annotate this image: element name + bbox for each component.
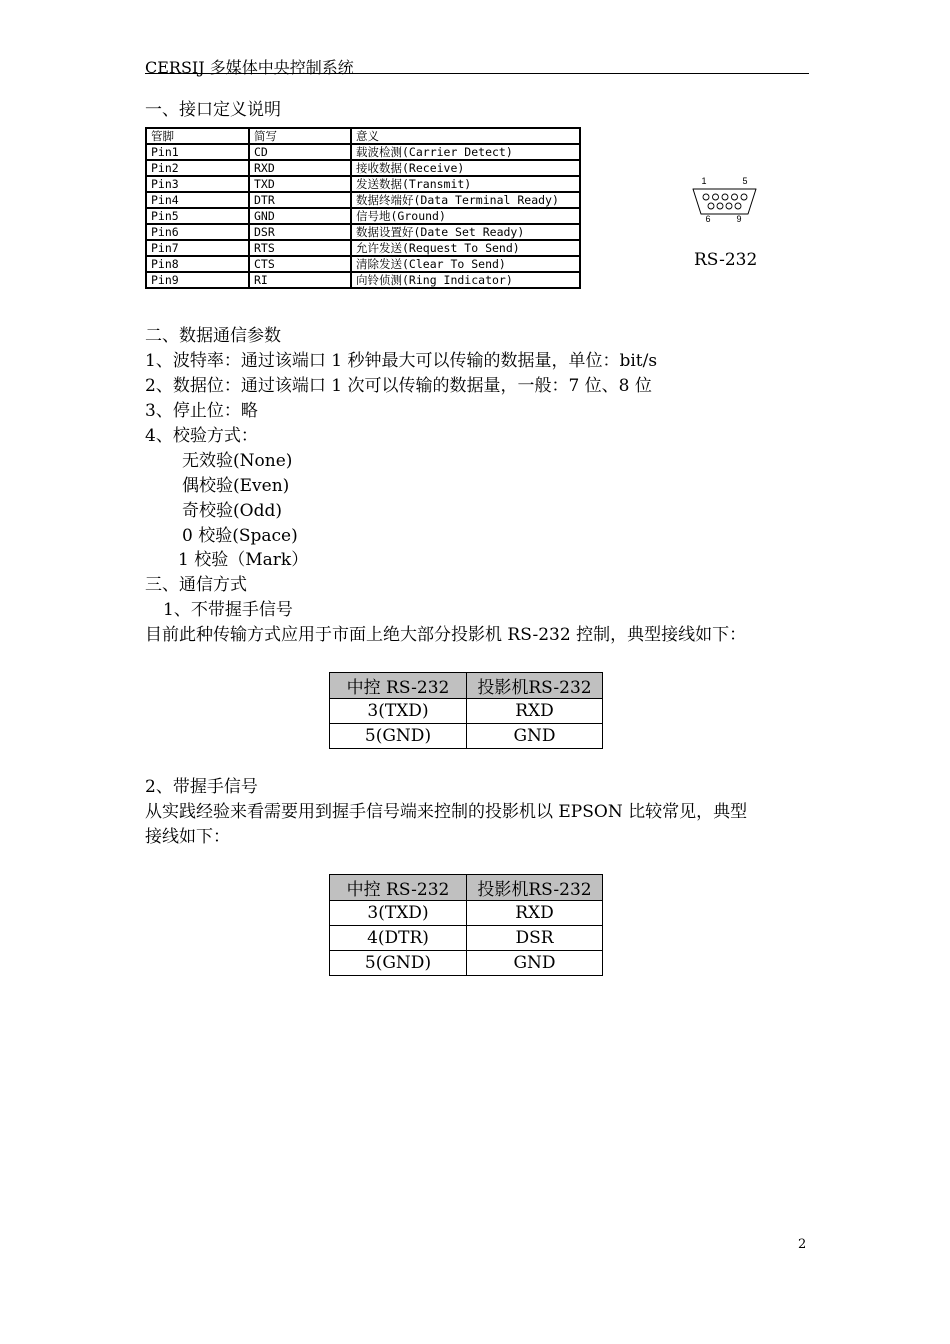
table-cell: Pin2 <box>146 160 249 176</box>
parity-option: 奇校验(Odd) <box>182 501 282 521</box>
section2-heading: 二、数据通信参数 <box>145 326 281 346</box>
table-cell: Pin6 <box>146 224 249 240</box>
table-row <box>146 240 580 256</box>
parity-option: 偶校验(Even) <box>182 476 290 496</box>
subsection2-title: 2、带握手信号 <box>145 777 258 797</box>
parity-option: 无效验(None) <box>182 451 293 471</box>
table-header-row <box>146 128 580 144</box>
table-row <box>146 256 580 272</box>
table-cell: DSR <box>467 926 603 951</box>
subsection1-title: 1、不带握手信号 <box>163 600 293 620</box>
table-header: 中控 RS-232 <box>330 875 467 901</box>
table-cell: Pin9 <box>146 272 249 288</box>
table-cell: Pin8 <box>146 256 249 272</box>
header-divider <box>145 73 809 74</box>
param-item: 3、停止位：略 <box>145 401 258 421</box>
table-row <box>330 951 603 976</box>
table-row <box>146 208 580 224</box>
table-cell: Pin5 <box>146 208 249 224</box>
table-row <box>330 724 603 749</box>
table-row <box>146 224 580 240</box>
table-row <box>330 926 603 951</box>
table-cell: 发送数据(Transmit) <box>351 176 580 192</box>
table-row <box>146 192 580 208</box>
table-row <box>146 176 580 192</box>
table-cell: CD <box>249 144 351 160</box>
table-header: 投影机RS-232 <box>467 875 603 901</box>
table-cell: 3(TXD) <box>330 901 467 926</box>
section1-heading: 一、接口定义说明 <box>145 100 281 120</box>
table-header: 投影机RS-232 <box>467 673 603 699</box>
table-row <box>330 699 603 724</box>
table-row <box>146 160 580 176</box>
table-cell: 5(GND) <box>330 724 467 749</box>
table-cell: 数据终端好(Data Terminal Ready) <box>351 192 580 208</box>
subsection2-text: 从实践经验来看需要用到握手信号端来控制的投影机以 EPSON 比较常见，典型 <box>145 802 748 822</box>
document-header-title: CERSIJ 多媒体中央控制系统 <box>145 58 354 77</box>
parity-option: 0 校验(Space) <box>182 526 298 546</box>
table-cell: GND <box>467 951 603 976</box>
table-header: 中控 RS-232 <box>330 673 467 699</box>
table-cell: 载波检测(Carrier Detect) <box>351 144 580 160</box>
table-cell: Pin1 <box>146 144 249 160</box>
table-cell: Pin4 <box>146 192 249 208</box>
param-item: 1、波特率：通过该端口 1 秒钟最大可以传输的数据量，单位：bit/s <box>145 351 658 371</box>
subsection2-text: 接线如下： <box>145 827 230 847</box>
table-cell: 允许发送(Request To Send) <box>351 240 580 256</box>
table-cell: Pin7 <box>146 240 249 256</box>
subsection1-text: 目前此种传输方式应用于市面上绝大部分投影机 RS-232 控制，典型接线如下： <box>145 625 747 645</box>
table-row <box>146 144 580 160</box>
db9-connector-diagram <box>690 176 760 222</box>
table-cell: 数据设置好(Date Set Ready) <box>351 224 580 240</box>
table-cell: 清除发送(Clear To Send) <box>351 256 580 272</box>
table-row <box>146 272 580 288</box>
table-header: 意义 <box>351 128 580 144</box>
table-cell: 接收数据(Receive) <box>351 160 580 176</box>
wiring-table-handshake <box>329 874 603 976</box>
param-item: 4、校验方式： <box>145 426 258 446</box>
page-number: 2 <box>798 1237 807 1252</box>
table-header: 管脚 <box>146 128 249 144</box>
connector-pins <box>703 194 747 209</box>
table-cell: DSR <box>249 224 351 240</box>
connector-pin-label: 5 <box>742 176 748 186</box>
section3-heading: 三、通信方式 <box>145 575 247 595</box>
table-cell: RXD <box>467 699 603 724</box>
wiring-table-no-handshake <box>329 672 603 749</box>
parity-option: 1 校验（Mark） <box>178 550 309 570</box>
param-item: 2、数据位：通过该端口 1 次可以传输的数据量，一般：7 位、8 位 <box>145 376 652 396</box>
table-cell: GND <box>467 724 603 749</box>
table-cell: TXD <box>249 176 351 192</box>
table-cell: RXD <box>249 160 351 176</box>
table-cell: RI <box>249 272 351 288</box>
table-row <box>330 901 603 926</box>
table-cell: 信号地(Ground) <box>351 208 580 224</box>
connector-caption: RS-232 <box>694 250 758 270</box>
connector-pin-label: 6 <box>705 214 711 222</box>
table-cell: Pin3 <box>146 176 249 192</box>
table-cell: 向铃侦测(Ring Indicator) <box>351 272 580 288</box>
table-header: 简写 <box>249 128 351 144</box>
connector-pin-label: 1 <box>701 176 707 186</box>
pin-definition-table <box>145 127 581 289</box>
connector-shell <box>693 189 756 214</box>
table-cell: RTS <box>249 240 351 256</box>
table-cell: DTR <box>249 192 351 208</box>
table-cell: CTS <box>249 256 351 272</box>
table-cell: 4(DTR) <box>330 926 467 951</box>
connector-pin-label: 9 <box>736 214 742 222</box>
table-cell: 5(GND) <box>330 951 467 976</box>
table-cell: GND <box>249 208 351 224</box>
table-cell: RXD <box>467 901 603 926</box>
table-cell: 3(TXD) <box>330 699 467 724</box>
